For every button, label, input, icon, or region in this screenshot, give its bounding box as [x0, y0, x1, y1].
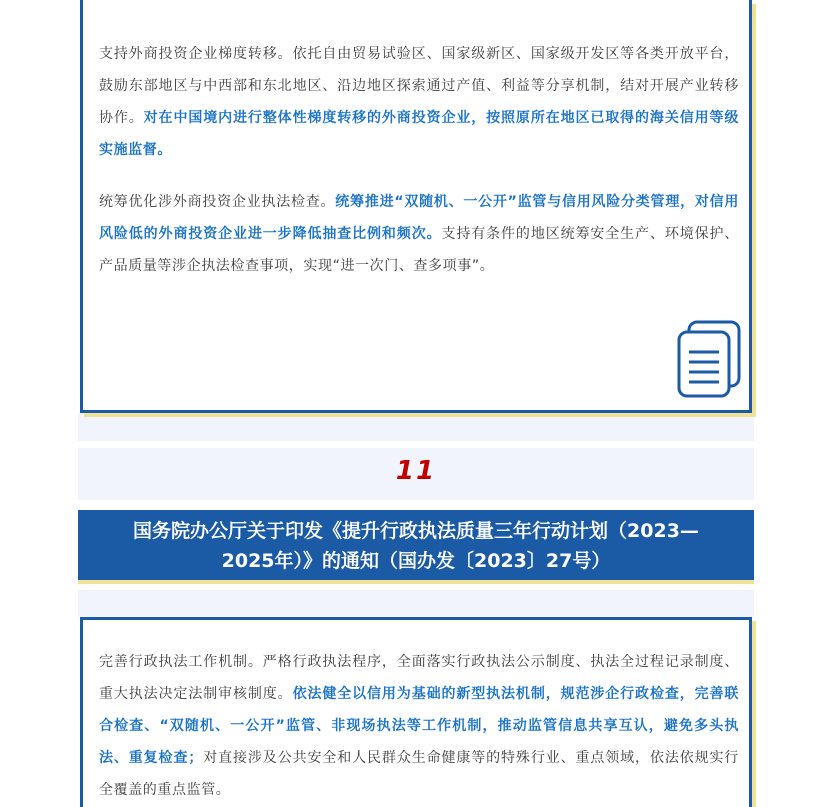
paragraph-highlight: 对在中国境内进行整体性梯度转移的外商投资企业，按照原所在地区已取得的海关信用等级实施监督。 [99, 110, 739, 158]
document-title-banner [78, 510, 754, 580]
document-stack-icon [675, 320, 745, 400]
policy-card-top [80, 0, 752, 413]
paragraph-highlight: 依法健全以信用为基础的新型执法机制，规范涉企行政检查，完善联合检查、“双随机、一公开”监管、非现场执法等工作机制，推动监管信息共享互认，避免多头执法、重复检查； [99, 686, 739, 766]
paragraph-text: 统筹优化涉外商投资企业执法检查。 [99, 194, 336, 210]
background-band-bottom [78, 590, 754, 617]
paragraph-enforcement-mechanism [99, 646, 739, 806]
paragraph-text: 支持外商投资企业梯度转移。依托自由贸易试验区、国家级新区、国家级开发区等各类开放平台，鼓励东部地区与中西部和东北地区、沿边地区探索通过产值、利益等分享机制，结对开展产业转移协作。 [99, 46, 739, 126]
paragraph-highlight: 统筹推进“双随机、一公开”监管与信用风险分类管理，对信用风险低的外商投资企业进一步降低抽查比例和频次。 [99, 194, 739, 242]
banner-title-line-2: 2025年）》的通知（国办发〔2023〕27号） [221, 550, 611, 572]
paragraph-text: 对直接涉及公共安全和人民群众生命健康等的特殊行业、重点领域，依法依规实行全覆盖的重点监管。 [99, 750, 739, 798]
banner-title-line-1: 国务院办公厅关于印发《提升行政执法质量三年行动计划（2023— [133, 520, 699, 542]
background-band-top [78, 413, 754, 441]
paragraph-text: 完善行政执法工作机制。严格行政执法程序，全面落实行政执法公示制度、执法全过程记录制度、重大执法决定法制审核制度。 [99, 654, 739, 702]
paragraph-text: 支持有条件的地区统筹安全生产、环境保护、产品质量等涉企执法检查事项，实现“进一次门、查多项事”。 [99, 226, 739, 274]
section-number: 11 [395, 456, 437, 486]
policy-card-bottom [80, 617, 752, 807]
paragraph-enforcement-inspection [99, 186, 739, 282]
paragraph-gradient-transfer [99, 38, 739, 166]
